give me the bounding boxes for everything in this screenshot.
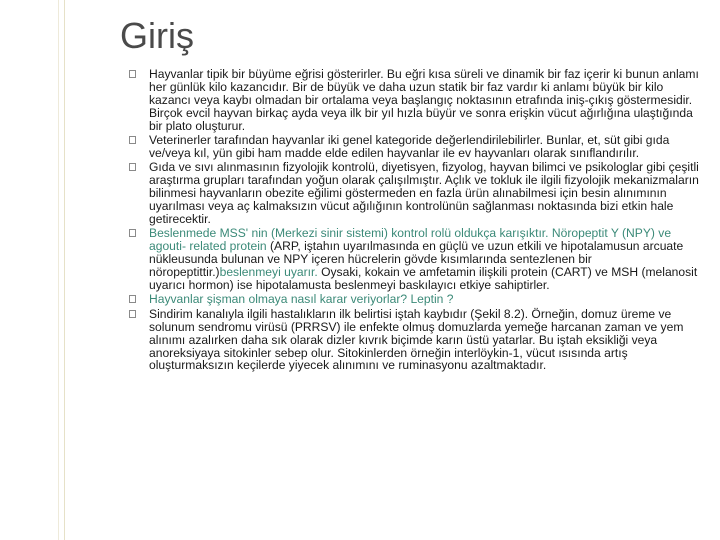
bullet-item xyxy=(129,161,699,226)
square-bullet-icon xyxy=(129,310,136,318)
bullet-item xyxy=(129,134,699,160)
bullet-text: Sindirim kanalıyla ilgili hastalıkların ilk belirtisi iştah kaybıdır (Şekil 8.2). Örneğin, domuz üreme ve solunum sendromu virüsü (PRRSV) ile enfekte olmuş domuzlarda yemeğe harcanan zaman ve yem alınımı azalırken daha sık olarak dizler kıvrık biçimde karın üstü yatarlar. Bu iştah eksikliği veya anoreksiyaya sitokinler sebep olur. Sitokinlerden örneğin interlöykin-1, vücut ısısında artış oluşturmaksızın keçilerde yiyecek alınımını ve ruminasyonu azaltmaktadır. xyxy=(149,306,684,373)
bullet-item xyxy=(129,308,699,373)
bullet-text-accent: Hayvanlar şişman olmaya nasıl karar veriyorlar? Leptin ? xyxy=(149,292,454,307)
bullet-item xyxy=(129,227,699,292)
bullet-list xyxy=(129,68,699,374)
decorative-rule-inner xyxy=(28,0,59,540)
bullet-text: Hayvanlar tipik bir büyüme eğrisi gösterirler. Bu eğri kısa süreli ve dinamik bir faz içerir ki bunun anlamı her günlük kilo kazancıdır. Bir de büyük ve daha uzun statik bir faz vardır ki anlamı büyük bir kilo kazancı veya kaybı olmadan bir ortalama veya başlangıç noktasının etrafında iniş-çıkış göstermesidir. Birçok evcil hayvan birkaç ayda veya ilk bir yıl hızla büyür ve sonra erişkin vücut ağırlığına ulaştığında bir plato oluşturur. xyxy=(149,67,699,133)
square-bullet-icon xyxy=(129,136,136,144)
bullet-text-accent: Beslenmede MSS' nin (Merkezi sinir sistemi) kontrol rolü oldukça karışıktır. Nöropeptit Y (NPY) ve agouti- related protein xyxy=(149,226,672,254)
square-bullet-icon xyxy=(129,229,136,237)
bullet-text: Gıda ve sıvı alınmasının fizyolojik kontrolü, diyetisyen, fizyolog, hayvan bilimci ve psikologlar gibi çeşitli araştırma grupları tarafından yoğun olarak çalışılmıştır. Açlık ve tokluk ile ilgili fizyolojik mekanizmaların bilinmesi hayvanların obezite eğilimi göstermeden en fazla ürün alınabilmesi için besin alınımının uyarılması veya aç kalmaksızın vücut ağılığının kontrolünün sağlanması noktasında bizi etkin hale getirecektir. xyxy=(149,160,699,226)
bullet-text: Veterinerler tarafından hayvanlar iki genel kategoride değerlendirilebilirler. Bunlar, et, süt gibi gıda ve/veya kıl, yün gibi ham madde elde edilen hayvanlar ile ev hayvanları olarak sınıflandırılır. xyxy=(149,133,670,160)
bullet-text-accent: beslenmeyi uyarır. xyxy=(219,265,322,280)
bullet-item xyxy=(129,293,699,306)
square-bullet-icon xyxy=(129,70,136,78)
square-bullet-icon xyxy=(129,295,136,303)
square-bullet-icon xyxy=(129,163,136,171)
bullet-text: (ARP, iştahın uyarılmasında en güçlü ve uzun etkili ve hipotalamusun arcuate nükleusunda bulunan ve NPY içeren hücrelerin gövde kısımlarında sentezlenen bir nöropeptittir.) xyxy=(149,239,684,280)
bullet-item xyxy=(129,68,699,133)
bullet-text: Oysaki, kokain ve amfetamin ilişkili protein (CART) ve MSH (melanosit uyarıcı hormon) ise hipotalamusta beslenmeyi baskılayıcı etkiye sahiptirler. xyxy=(149,265,698,292)
slide-title: Giriş xyxy=(120,15,194,56)
